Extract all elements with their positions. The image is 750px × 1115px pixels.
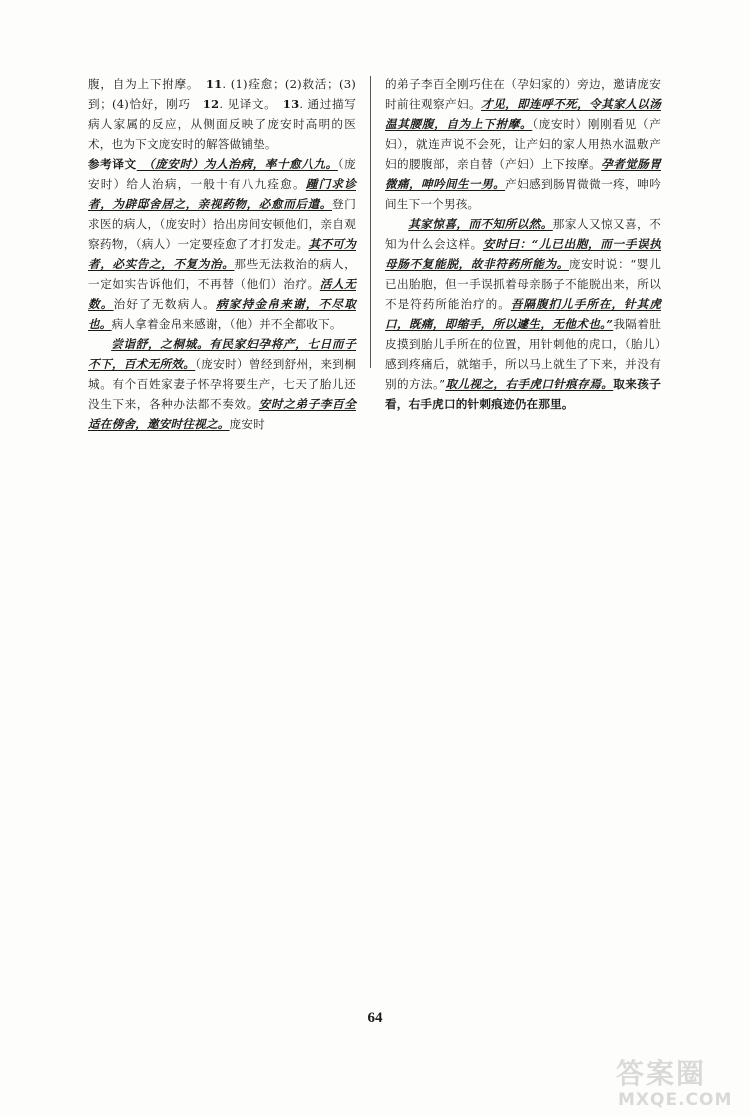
- right-column: [385, 74, 661, 414]
- column-divider: [370, 76, 371, 368]
- answers-paragraph: 腹，自为上下拊摩。 11. (1)痊愈；(2)救活；(3)到；(4)恰好，刚巧 12. 见译文。 13. 通过描写病人家属的反应，从侧面反映了庞安时高明的医术，也为下文庞安时的解答做铺垫。: [88, 77, 357, 151]
- watermark-text: 答案圈: [616, 1057, 707, 1090]
- translation-paragraph-1: 参考译文 （庞安时）为人治病，率十愈八九。（庞安时）给人治病，一般十有八九痊愈。踵门求诊者，为辟邸舍居之，亲视药物，必愈而后遣。登门求医的病人，（庞安时）拾出房间安顿他们，亲自观察药物，（病人）一定要痊愈了才打发走。其不可为者，必实告之，不复为治。那些无法救治的病人，一定如实告诉他们，不再替（他们）治疗。活人无数。治好了无数病人。病家持金帛来谢，不尽取也。病人拿着金帛来感谢，（他）并不全都收下。: [88, 157, 356, 331]
- reference-translation-heading: 参考译文: [88, 157, 137, 171]
- translation-paragraph-3: 的弟子李百全刚巧住在（孕妇家的）旁边，邀请庞安时前往观察产妇。才见，即连呼不死，令其家人以汤温其腰腹，自为上下拊摩。（庞安时）刚刚看见（产妇），就连声说不会死，让产妇的家人用热水温敷产妇的腰腹部，亲自替（产妇）上下按摩。孕者觉肠胃微痛，呻吟间生一男。产妇感到肠胃微微一疼，呻吟间生下一个男孩。: [385, 77, 662, 211]
- translation-paragraph-2: 尝诣舒，之桐城。有民家妇孕将产，七日而子不下，百术无所效。（庞安时）曾经到舒州，来到桐城。有个百姓家妻子怀孕将要生产，七天了胎儿还没生下来，各种办法都不奏效。安时之弟子李百全适在傍舍，邀安时往视之。庞安时: [88, 337, 356, 431]
- watermark-logo: [610, 1050, 750, 1115]
- left-column: [88, 74, 356, 434]
- watermark-url: MXQE.COM: [618, 1090, 733, 1110]
- page-number: 64: [367, 1010, 383, 1026]
- translation-paragraph-4: 其家惊喜，而不知所以然。那家人又惊又喜，不知为什么会这样。安时曰：“儿已出胞，而一手误执母肠不复能脱，故非符药所能为。庞安时说：“婴儿已出胎胞，但一手误抓着母亲肠子不能脱出来，所以不是符药所能治疗的。吾隔腹扪儿手所在，针其虎口，既痛，即缩手，所以遽生，无他术也。”我隔着肚皮摸到胎儿手所在的位置，用针刺他的虎口，（胎儿）感到疼痛后，就缩手，所以马上就生了下来，并没有别的方法。”取儿视之，右手虎口针痕存焉。取来孩子看，右手虎口的针刺痕迹仍在那里。: [385, 217, 662, 411]
